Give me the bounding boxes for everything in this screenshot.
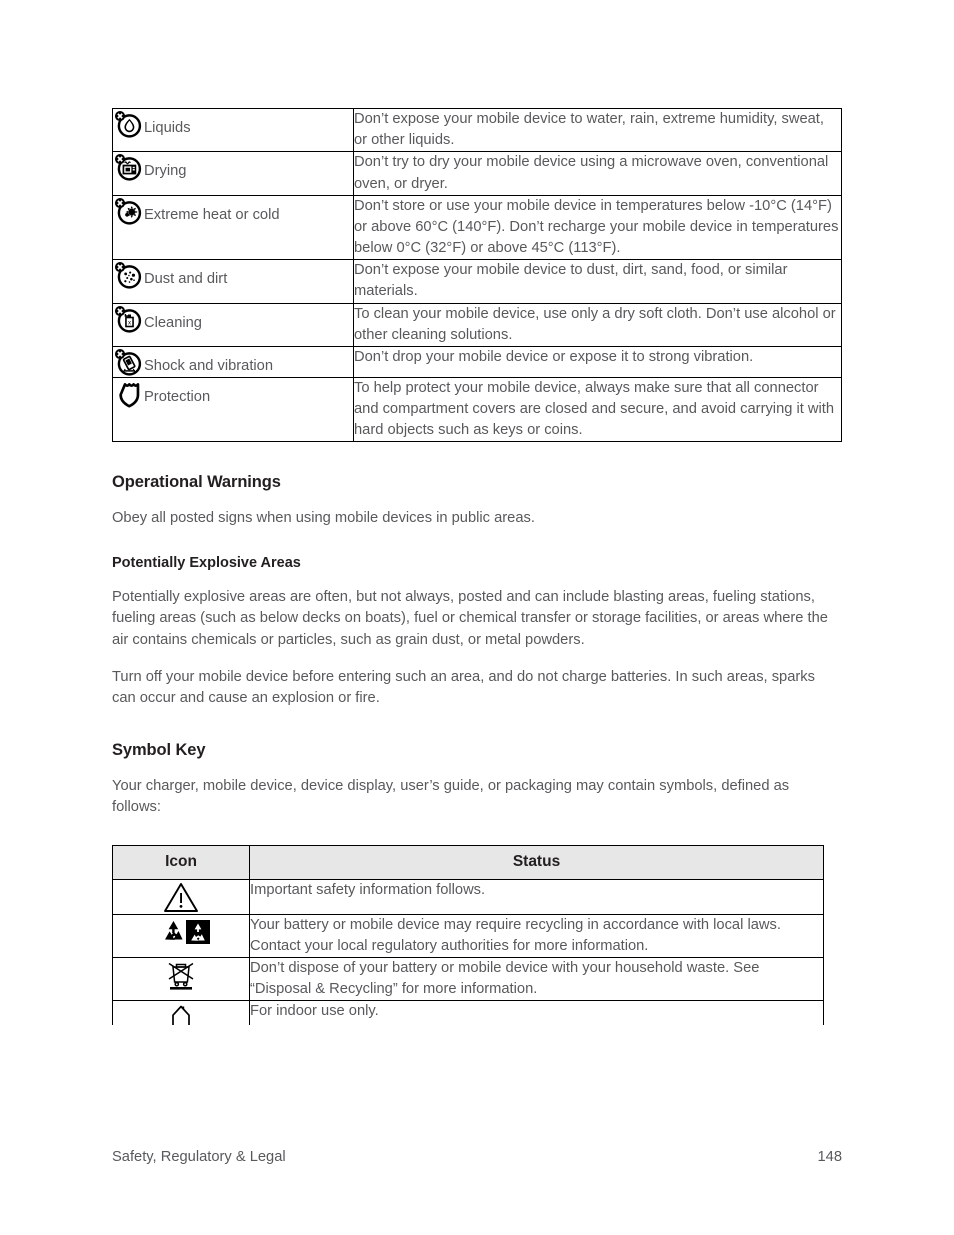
- table-row: [113, 346, 842, 377]
- page-footer: [112, 1149, 842, 1165]
- no-dust-icon: [113, 260, 143, 290]
- column-header-icon: Icon: [113, 845, 250, 879]
- no-liquids-icon: [113, 109, 143, 139]
- operational-warnings-heading: Operational Warnings: [112, 473, 281, 492]
- care-label: Drying: [144, 163, 187, 180]
- care-description: Don’t expose your mobile device to dust, dirt, sand, food, or similar materials.: [354, 260, 842, 303]
- svg-text:x: x: [127, 318, 132, 326]
- no-drying-icon: [113, 152, 143, 182]
- care-instructions-table: [112, 108, 842, 442]
- care-icon-cell: [113, 195, 354, 260]
- table-row: [113, 195, 842, 260]
- care-icon-cell: [113, 260, 354, 303]
- footer-page-number: 148: [817, 1149, 842, 1165]
- symbol-key-heading: Symbol Key: [112, 740, 206, 759]
- potentially-explosive-areas-paragraph-2: Turn off your mobile device before entering such an area, and do not charge batteries. In such areas, sparks can occur and cause an explosion or fire.: [112, 668, 815, 707]
- care-label: Shock and vibration: [144, 357, 274, 374]
- table-row: [113, 957, 824, 1000]
- table-row: [113, 152, 842, 195]
- table-row: [113, 879, 824, 914]
- symbol-status: For indoor use only.: [250, 1001, 824, 1025]
- symbol-key-table: [112, 845, 824, 1025]
- symbol-key-intro: Your charger, mobile device, device display, user’s guide, or packaging may contain symbols, defined as follows:: [112, 777, 790, 816]
- indoor-use-house-icon: [160, 1001, 202, 1024]
- table-row: [113, 303, 842, 346]
- column-header-status: Status: [250, 845, 824, 879]
- care-icon-cell: [113, 109, 354, 152]
- footer-section-title: Safety, Regulatory & Legal: [112, 1149, 286, 1165]
- symbol-key-table-clip: [112, 819, 842, 1025]
- potentially-explosive-areas-subheading: Potentially Explosive Areas: [112, 554, 301, 571]
- care-description: To clean your mobile device, use only a dry soft cloth. Don’t use alcohol or other cleaning solutions.: [354, 303, 842, 346]
- table-header-row: [113, 845, 824, 879]
- symbol-status: Your battery or mobile device may require recycling in accordance with local laws. Contact your local regulatory authorities for more information.: [250, 914, 824, 957]
- warning-triangle-icon: [160, 880, 202, 914]
- table-row: [113, 109, 842, 152]
- care-description: Don’t store or use your mobile device in temperatures below -10°C (14°F) or above 60°C (140°F). Don’t recharge your mobile device in temperatures below 0°C (32°F) or above 45°C (113°F).: [354, 195, 842, 260]
- care-description: Don’t try to dry your mobile device using a microwave oven, conventional oven, or dryer.: [354, 152, 842, 195]
- care-label: Protection: [144, 388, 211, 405]
- no-cleaning-solutions-icon: [113, 304, 143, 334]
- no-shock-icon: [113, 347, 143, 377]
- care-icon-cell: [113, 152, 354, 195]
- care-description: Don’t expose your mobile device to water, rain, extreme humidity, sweat, or other liquids.: [354, 109, 842, 152]
- operational-warnings-intro: Obey all posted signs when using mobile devices in public areas.: [112, 510, 535, 527]
- table-row: [113, 1001, 824, 1025]
- no-extreme-temperature-icon: [113, 196, 143, 226]
- table-row: [113, 914, 824, 957]
- crossed-out-wheelie-bin-icon: [160, 958, 202, 992]
- symbol-icon-cell: [113, 879, 250, 914]
- care-label: Extreme heat or cold: [144, 206, 280, 223]
- care-icon-cell: [113, 346, 354, 377]
- care-icon-cell: [113, 303, 354, 346]
- care-label: Dust and dirt: [144, 271, 228, 288]
- symbol-icon-cell: [113, 1001, 250, 1025]
- symbol-status: Don’t dispose of your battery or mobile device with your household waste. See “Disposal & Recycling” for more information.: [250, 957, 824, 1000]
- care-label: Liquids: [144, 120, 191, 136]
- symbol-icon-cell: [113, 957, 250, 1000]
- recycling-icon: [160, 915, 202, 949]
- potentially-explosive-areas-paragraph-1: Potentially explosive areas are often, but not always, posted and can include blasting areas, fueling stations, fueling areas (such as below decks on boats), fuel or chemical transfer or storage facilities, or areas where the air contains chemicals or particles, such as grain dust, or metal powders.: [112, 588, 828, 648]
- care-description: To help protect your mobile device, always make sure that all connector and compartment covers are closed and secure, and avoid carrying it with hard objects such as keys or coins.: [354, 377, 842, 442]
- care-label: Cleaning: [144, 314, 202, 331]
- symbol-status: Important safety information follows.: [250, 879, 824, 914]
- symbol-icon-cell: [113, 914, 250, 957]
- page-content: [112, 108, 842, 1025]
- shield-protection-icon: [113, 378, 143, 408]
- care-icon-cell: [113, 377, 354, 442]
- care-description: Don’t drop your mobile device or expose it to strong vibration.: [354, 346, 842, 377]
- table-row: [113, 260, 842, 303]
- table-row: [113, 377, 842, 442]
